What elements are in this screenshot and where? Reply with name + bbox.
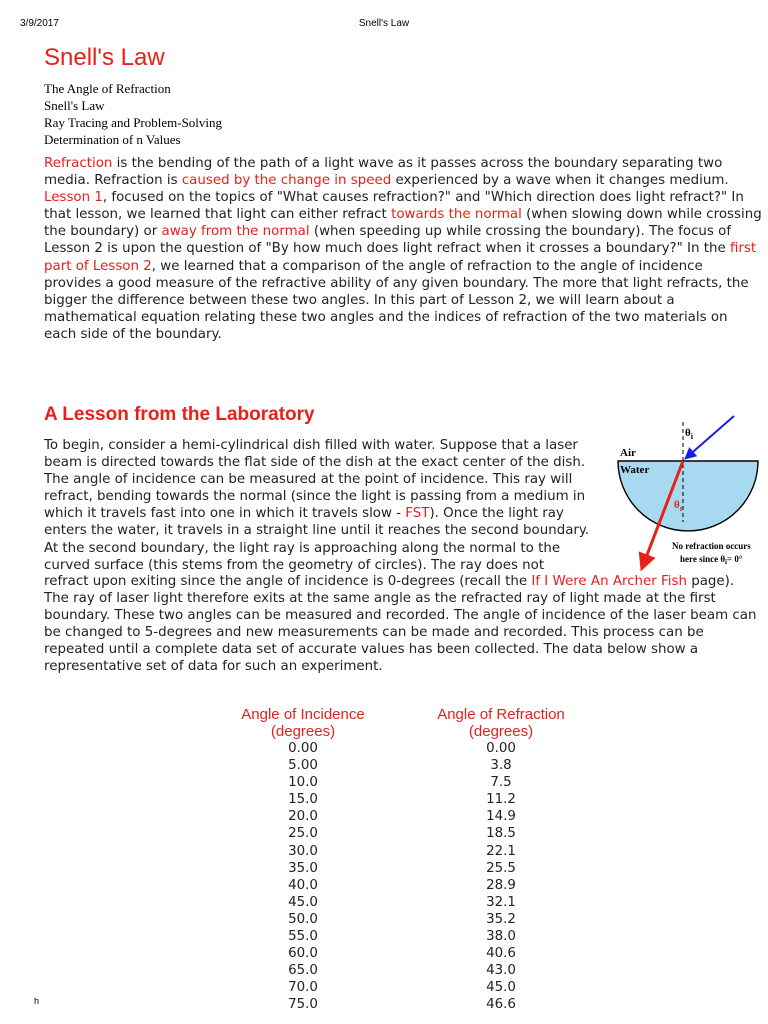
speed-change-link[interactable]: caused by the change in speed: [181, 173, 392, 189]
subnav-item-n-values[interactable]: Determination of n Values: [44, 132, 181, 147]
lab-heading: A Lesson from the Laboratory: [44, 404, 315, 425]
table-row: 25.0 18.5: [288, 826, 516, 842]
towards-normal-link[interactable]: towards the normal: [391, 207, 522, 223]
table-row: 50.0 35.2: [288, 911, 516, 927]
table-row: 15.0 11.2: [288, 792, 516, 808]
first-part-lesson2-link[interactable]: first part of Lesson 2: [44, 241, 757, 274]
refraction-dish-diagram: [608, 410, 768, 585]
table-row: 40.0 28.9: [288, 877, 516, 893]
table-row: 10.0 7.5: [288, 775, 512, 791]
archer-fish-link[interactable]: If I Were An Archer Fish: [531, 574, 687, 589]
print-date: 3/9/2017: [20, 18, 59, 29]
footer-mark: h: [34, 996, 40, 1006]
lab-paragraph-part1: To begin, consider a hemi-cylindrical dish filled with water. Suppose that a laser beam is directed towards the flat side of the dish at the exact center of the dish. The angle of incidence can be measured at the point of incidence. This ray will refract, bending towards the normal (since the light is passing from a medium in which it travels fast into one in which it travels slow - FST). Once the light ray enters the water, it travels in a straight line until it reaches the second boundary. At the second boundary, the light ray is approaching along the normal to the curved surface (this stems from the geometry of circles). The ray does not: [44, 438, 590, 573]
col-incidence-header: Angle of Incidence (degrees): [241, 706, 365, 740]
lab-paragraph-part2: refract upon exiting since the angle of incidence is 0-degrees (recall the If I Were An Archer Fish page). The ray of laser light therefore exits at the same angle as the refracted ray of light made at the first boundary. These two angles can be measured and recorded. The angle of incidence of the laser beam can be changed to 5-degrees and new measurements can be made and recorded. This process can be repeated until a complete data set of accurate values has been collected. The data below show a representative set of data for such an experiment.: [44, 574, 757, 675]
no-refraction-note-line2: here since $\theta_i= 0^\circ$: [680, 554, 743, 566]
intro-paragraph: Refraction is the bending of the path of a light wave as it passes across the boundary separating two media. Refraction is caused by the change in speed experienced by a wave when it changes medium. Lesson 1, focused on the topics of "What causes refraction?" and "Which direction does light refract?" In that lesson, we learned that light can either refract towards the normal (when slowing down while crossing the boundary) or away from the normal (when speeding up while crossing the boundary). The focus of Lesson 2 is upon the question of "By how much does light refract when it crosses a boundary?" In the first part of Lesson 2, we learned that a comparison of the angle of refraction to the angle of incidence provides a good measure of the refractive ability of any given boundary. The more that light refracts, the bigger the difference between these two angles. In this part of Lesson 2, we will learn about a mathematical equation relating these two angles and the indices of refraction of the two materials on each side of the boundary.: [44, 156, 762, 342]
incident-ray: [686, 416, 734, 458]
air-label: Air: [620, 447, 636, 459]
page-title: Snell's Law: [44, 44, 165, 71]
water-label: Water: [620, 464, 650, 476]
table-row: 0.00 0.00: [288, 741, 516, 756]
subnav-item-angle-of-refraction[interactable]: The Angle of Refraction: [44, 81, 171, 96]
fst-link[interactable]: FST: [405, 506, 430, 522]
table-row: 20.0 14.9: [288, 809, 516, 825]
theta-r-label: $\theta_r$: [674, 499, 684, 513]
print-title: Snell's Law: [358, 18, 410, 29]
refraction-data-table: [212, 706, 608, 1014]
print-header: [0, 18, 768, 32]
lesson1-link[interactable]: Lesson 1: [44, 190, 103, 206]
no-refraction-note-line1: No refraction occurs: [672, 541, 751, 551]
col-refraction-header: Angle of Refraction (degrees): [437, 706, 565, 740]
table-row: 70.0 45.0: [288, 980, 516, 996]
table-row: 55.0 38.0: [288, 929, 516, 945]
lesson-subnav: [44, 80, 222, 148]
away-normal-link[interactable]: away from the normal: [161, 224, 310, 240]
table-row: 5.00 3.8: [288, 758, 512, 774]
table-row: 60.0 40.6: [288, 946, 516, 962]
subnav-item-snells-law[interactable]: Snell's Law: [44, 98, 105, 113]
subnav-item-ray-tracing[interactable]: Ray Tracing and Problem-Solving: [44, 115, 223, 130]
theta-i-label: $\theta_i$: [685, 427, 693, 441]
table-row: 45.0 32.1: [288, 894, 516, 910]
refraction-link[interactable]: Refraction: [44, 156, 113, 171]
table-row: 75.0 46.6: [288, 997, 516, 1013]
table-row: 65.0 43.0: [288, 963, 516, 979]
table-row: 35.0 25.5: [288, 860, 516, 876]
table-row: 30.0 22.1: [288, 843, 516, 859]
